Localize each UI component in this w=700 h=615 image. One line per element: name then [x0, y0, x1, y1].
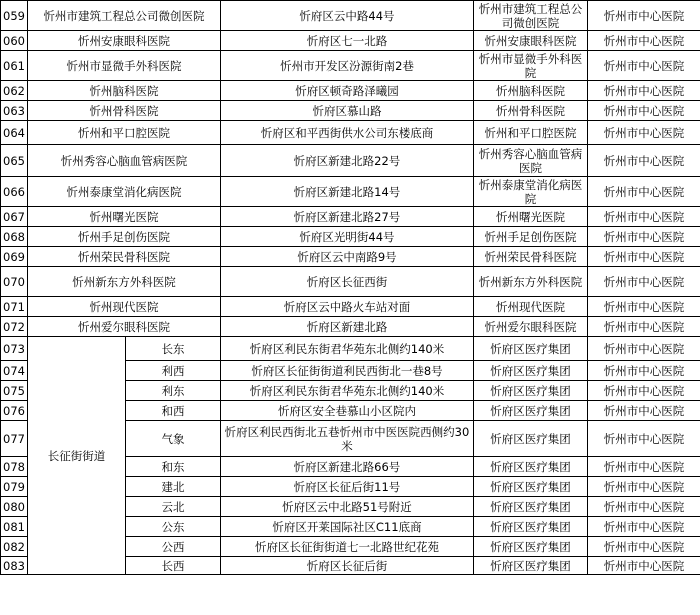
table-row [1, 145, 700, 177]
table-row [1, 247, 700, 267]
row-number: 081 [1, 517, 28, 537]
row-number: 067 [1, 207, 28, 227]
center-hospital: 忻州市中心医院 [588, 457, 700, 477]
table-row [1, 337, 700, 361]
center-hospital: 忻州市中心医院 [588, 177, 700, 207]
street-name: 长征街街道 [28, 337, 126, 575]
table-row [1, 51, 700, 81]
address: 忻府区慕山路 [221, 101, 474, 121]
address: 忻府区长征街街道利民西街北一巷8号 [221, 361, 474, 381]
address: 忻府区利民东街君华苑东北侧约140米 [221, 337, 474, 361]
community-name: 建北 [126, 477, 221, 497]
table-row [1, 227, 700, 247]
row-number: 060 [1, 31, 28, 51]
partner-institution: 忻府区医疗集团 [474, 557, 588, 575]
community-name: 气象 [126, 421, 221, 457]
partner-institution: 忻州新东方外科医院 [474, 267, 588, 297]
center-hospital: 忻州市中心医院 [588, 401, 700, 421]
row-number: 062 [1, 81, 28, 101]
center-hospital: 忻州市中心医院 [588, 477, 700, 497]
community-name: 公东 [126, 517, 221, 537]
center-hospital: 忻州市中心医院 [588, 207, 700, 227]
center-hospital: 忻州市中心医院 [588, 145, 700, 177]
partner-institution: 忻州秀容心脑血管病医院 [474, 145, 588, 177]
hospital-name: 忻州荣民骨科医院 [28, 247, 221, 267]
row-number: 074 [1, 361, 28, 381]
address: 忻府区开莱国际社区C11底商 [221, 517, 474, 537]
center-hospital: 忻州市中心医院 [588, 497, 700, 517]
row-number: 080 [1, 497, 28, 517]
address: 忻府区新建北路 [221, 317, 474, 337]
community-name: 利东 [126, 381, 221, 401]
row-number: 059 [1, 1, 28, 31]
table-row [1, 31, 700, 51]
center-hospital: 忻州市中心医院 [588, 247, 700, 267]
hospital-name: 忻州安康眼科医院 [28, 31, 221, 51]
partner-institution: 忻州市显微手外科医院 [474, 51, 588, 81]
hospital-name: 忻州和平口腔医院 [28, 121, 221, 145]
center-hospital: 忻州市中心医院 [588, 361, 700, 381]
address: 忻府区云中南路9号 [221, 247, 474, 267]
table-row [1, 177, 700, 207]
center-hospital: 忻州市中心医院 [588, 517, 700, 537]
row-number: 082 [1, 537, 28, 557]
center-hospital: 忻州市中心医院 [588, 81, 700, 101]
partner-institution: 忻府区医疗集团 [474, 361, 588, 381]
row-number: 071 [1, 297, 28, 317]
address: 忻府区利民东街君华苑东北侧约140米 [221, 381, 474, 401]
hospital-name: 忻州爱尔眼科医院 [28, 317, 221, 337]
partner-institution: 忻府区医疗集团 [474, 457, 588, 477]
address: 忻州市开发区汾源街南2巷 [221, 51, 474, 81]
center-hospital: 忻州市中心医院 [588, 297, 700, 317]
table-row [1, 121, 700, 145]
center-hospital: 忻州市中心医院 [588, 317, 700, 337]
row-number: 069 [1, 247, 28, 267]
community-name: 云北 [126, 497, 221, 517]
address: 忻府区光明街44号 [221, 227, 474, 247]
row-number: 076 [1, 401, 28, 421]
partner-institution: 忻州爱尔眼科医院 [474, 317, 588, 337]
address: 忻府区新建北路66号 [221, 457, 474, 477]
hospital-name: 忻州市显微手外科医院 [28, 51, 221, 81]
partner-institution: 忻州曙光医院 [474, 207, 588, 227]
partner-institution: 忻州现代医院 [474, 297, 588, 317]
center-hospital: 忻州市中心医院 [588, 337, 700, 361]
hospital-name: 忻州秀容心脑血管病医院 [28, 145, 221, 177]
row-number: 083 [1, 557, 28, 575]
hospital-name: 忻州骨科医院 [28, 101, 221, 121]
community-name: 和东 [126, 457, 221, 477]
partner-institution: 忻府区医疗集团 [474, 517, 588, 537]
partner-institution: 忻府区医疗集团 [474, 477, 588, 497]
partner-institution: 忻府区医疗集团 [474, 337, 588, 361]
table-row [1, 267, 700, 297]
address: 忻府区利民西街北五巷忻州市中医医院西侧约30米 [221, 421, 474, 457]
hospital-name: 忻州脑科医院 [28, 81, 221, 101]
address: 忻府区七一北路 [221, 31, 474, 51]
hospital-name: 忻州新东方外科医院 [28, 267, 221, 297]
partner-institution: 忻州手足创伤医院 [474, 227, 588, 247]
hospital-name: 忻州曙光医院 [28, 207, 221, 227]
address: 忻府区长征后街 [221, 557, 474, 575]
community-name: 长东 [126, 337, 221, 361]
partner-institution: 忻府区医疗集团 [474, 537, 588, 557]
partner-institution: 忻州荣民骨科医院 [474, 247, 588, 267]
table-row [1, 207, 700, 227]
table-row [1, 101, 700, 121]
center-hospital: 忻州市中心医院 [588, 1, 700, 31]
row-number: 063 [1, 101, 28, 121]
hospital-name: 忻州手足创伤医院 [28, 227, 221, 247]
hospital-name: 忻州市建筑工程总公司微创医院 [28, 1, 221, 31]
partner-institution: 忻府区医疗集团 [474, 421, 588, 457]
partner-institution: 忻府区医疗集团 [474, 381, 588, 401]
address: 忻府区新建北路14号 [221, 177, 474, 207]
center-hospital: 忻州市中心医院 [588, 121, 700, 145]
partner-institution: 忻府区医疗集团 [474, 497, 588, 517]
center-hospital: 忻州市中心医院 [588, 227, 700, 247]
center-hospital: 忻州市中心医院 [588, 557, 700, 575]
center-hospital: 忻州市中心医院 [588, 537, 700, 557]
address: 忻府区云中北路51号附近 [221, 497, 474, 517]
address: 忻府区顿奇路泽曦园 [221, 81, 474, 101]
partner-institution: 忻州安康眼科医院 [474, 31, 588, 51]
center-hospital: 忻州市中心医院 [588, 101, 700, 121]
address: 忻府区新建北路22号 [221, 145, 474, 177]
hospital-name: 忻州现代医院 [28, 297, 221, 317]
address: 忻府区云中路44号 [221, 1, 474, 31]
row-number: 070 [1, 267, 28, 297]
center-hospital: 忻州市中心医院 [588, 381, 700, 401]
partner-institution: 忻州泰康堂消化病医院 [474, 177, 588, 207]
address: 忻府区长征街街道七一北路世纪花苑 [221, 537, 474, 557]
center-hospital: 忻州市中心医院 [588, 267, 700, 297]
partner-institution: 忻州和平口腔医院 [474, 121, 588, 145]
center-hospital: 忻州市中心医院 [588, 421, 700, 457]
partner-institution: 忻府区医疗集团 [474, 401, 588, 421]
row-number: 079 [1, 477, 28, 497]
address: 忻府区云中路火车站对面 [221, 297, 474, 317]
address: 忻府区长征后街11号 [221, 477, 474, 497]
partner-institution: 忻州脑科医院 [474, 81, 588, 101]
row-number: 077 [1, 421, 28, 457]
community-name: 和西 [126, 401, 221, 421]
partner-institution: 忻州市建筑工程总公司微创医院 [474, 1, 588, 31]
center-hospital: 忻州市中心医院 [588, 51, 700, 81]
address: 忻府区长征西街 [221, 267, 474, 297]
row-number: 061 [1, 51, 28, 81]
center-hospital: 忻州市中心医院 [588, 31, 700, 51]
table-row [1, 1, 700, 31]
row-number: 078 [1, 457, 28, 477]
community-name: 利西 [126, 361, 221, 381]
partner-institution: 忻州骨科医院 [474, 101, 588, 121]
row-number: 065 [1, 145, 28, 177]
address: 忻府区和平西街供水公司东楼底商 [221, 121, 474, 145]
table-row [1, 81, 700, 101]
row-number: 075 [1, 381, 28, 401]
community-name: 长西 [126, 557, 221, 575]
row-number: 066 [1, 177, 28, 207]
table-body [1, 1, 700, 575]
address: 忻府区新建北路27号 [221, 207, 474, 227]
table-row [1, 317, 700, 337]
table-row [1, 297, 700, 317]
hospital-name: 忻州泰康堂消化病医院 [28, 177, 221, 207]
address: 忻府区安全巷慕山小区院内 [221, 401, 474, 421]
row-number: 072 [1, 317, 28, 337]
community-name: 公西 [126, 537, 221, 557]
row-number: 068 [1, 227, 28, 247]
row-number: 064 [1, 121, 28, 145]
row-number: 073 [1, 337, 28, 361]
